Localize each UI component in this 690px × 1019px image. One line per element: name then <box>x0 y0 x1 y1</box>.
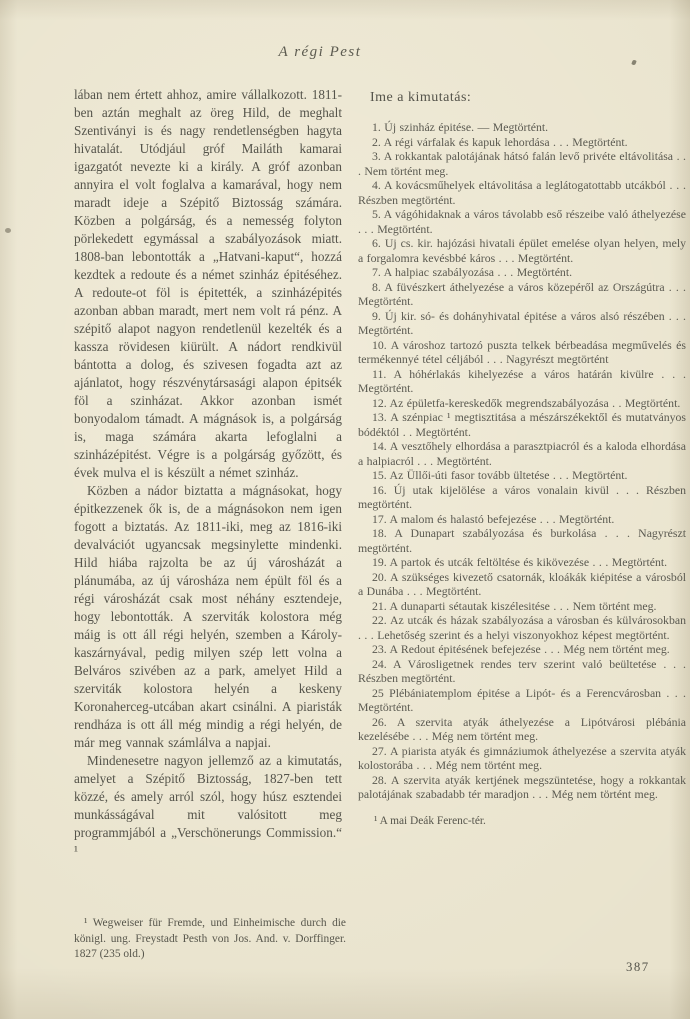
report-list-item: 2. A régi várfalak és kapuk lehordása . . . Megtörtént. <box>372 134 628 149</box>
ink-speck <box>5 228 11 233</box>
report-list-item: 25 Plébániatemplom épitése a Lipót- és a Ferencvárosban . . . Megtörtént. <box>358 685 686 714</box>
left-column <box>74 86 342 860</box>
report-list-item: 27. A piarista atyák és gimnáziumok áthelyezése a szervita atyák kolostorába . . . Még nem történt meg. <box>358 743 686 772</box>
body-paragraph: Közben a nádor biztatta a mágnásokat, hogy épitkezzenek ők is, de a mágnásokon nem igen fogott a biztatás. Az 1811-iki, meg az 1816-iki devalvációt ugyancsak megsinylette mindenki. Hild hiába rajzolta be az új városházát a plánumába, az új városháza nem épült föl és a régi városházát csak most néhány esztendeje, hogy lebontották. A szerviták kolostora még máig is ott áll régi helyén, szemben a Károly-kaszárnyával, pedig milyen szép lett volna a Belváros szivében az a park, amelyet Hild a szerviták kolostora helyén a keskeny Koronaherceg-utcában akart csinálni. A piaristák rendháza is ott áll még mindig a régi helyén, de már meg vannak számlálva a napjai. <box>74 483 342 750</box>
report-list-item: 8. A füvészkert áthelyezése a város közepéről az Országútra . . . Megtörtént. <box>358 279 686 308</box>
report-list-item: 10. A városhoz tartozó puszta telkek bérbeadása megművelés és termékennyé tétel céljából . . . Nagyrészt megtörtént <box>358 337 686 366</box>
report-list-item: 11. A hóhérlakás kihelyezése a város határán kivülre . . . Megtörtént. <box>358 366 686 395</box>
report-list-item: 3. A rokkantak palotájának hátsó falán levő privéte eltávolitása . . . Nem történt meg. <box>358 149 686 178</box>
report-list-item: 7. A halpiac szabályozása . . . Megtörtént. <box>372 265 573 279</box>
report-list-item: 15. Az Üllői-úti fasor tovább ültetése . . . Megtörtént. <box>372 468 628 482</box>
report-list-item: 16. Új utak kijelölése a város vonalain kivül . . . Részben megtörtént. <box>358 482 686 511</box>
report-list-item: 21. A dunaparti sétautak kiszélesitése . . . Nem történt meg. <box>372 598 657 613</box>
report-list <box>358 120 686 802</box>
report-list-item: 22. Az utcák és házak szabályozása a városban és külvárosokban . . . Lehetőség szerint és a helyi viszonyokhoz képest megtörtént. <box>358 613 686 642</box>
report-list-item: 17. A malom és halastó befejezése . . . Megtörtént. <box>372 511 615 526</box>
ink-speck <box>631 59 636 65</box>
report-list-item: 26. A szervita atyák áthelyezése a Lipótvárosi plébánia kezelésébe . . . Még nem történt meg. <box>358 714 686 743</box>
report-list-item: 12. Az épületfa-kereskedők megrendszabályozása . . Megtörtént. <box>372 395 681 410</box>
body-paragraph: Mindenesetre nagyon jellemző az a kimutatás, amelyet a Szépitő Biztosság, 1827-ben tett közzé, és amely arról szól, hogy húsz esztendei munkásságával mit valósitott meg programmjából a „Verschönerungs Commission.“ ¹ <box>74 753 342 858</box>
report-list-item: 13. A szénpiac ¹ megtisztitása a mészárszékektől és mutatványos bódéktól . . Megtörtént. <box>358 410 686 439</box>
report-list-item: 5. A vágóhidaknak a város távolabb eső részeibe való áthelyezése . . . Megtörtént. <box>358 207 686 236</box>
report-list-item: 1. Új szinház épitése. — Megtörtént. <box>372 120 549 134</box>
report-list-item: 24. A Városligetnek rendes terv szerint való beültetése . . . Részben megtörtént. <box>358 656 686 685</box>
running-header: A régi Pest <box>278 44 362 60</box>
body-paragraph: lában nem értett ahhoz, amire vállalkozott. 1811-ben aztán meghalt az öreg Hild, de meghalt Szentiványi is és nagy rendetlenségben hagyta hivatalát. Utódjául gróf Mailáth kamarai igazgatót nevezte ki a király. A gróf azonban annyira el volt foglalva a kamarával, hogy nem maradt ideje a Szépitő Biztosság számára. Közben a polgárság, és a nemesség folyton pörlekedett egymással a szabályozások miatt. 1808-ban lebontották a „Hatvani-kaput“, hozzá kezdtek a redoute és a német szinház épitéséhez. A redoute-ot föl is épitették, a szinházépités azonban abban maradt, mert nem volt rá pénz. A szépitő alapot nagyon rendetlenül kezelték és a kassza rövidesen kiürült. A nádort rendkivül bántotta a dolog, és szivesen fogadta azt az ajánlatot, hogy részvénytársasági alapon épitsék föl a szinházat. Akkor azonban ismét bonyodalom támadt. A mágnások is, a polgárság is, maga számára akarta lefoglalni a szinházépitést. Végre is a polgárság győzött, és évek mulva el is készült a német szinház. <box>74 87 342 480</box>
footnote-left: ¹ Wegweiser für Fremde, und Einheimische durch die königl. ung. Freystadt Pesth von Jos. And. v. Dorffinger. 1827 (235 old.) <box>74 917 346 960</box>
report-list-item: 14. A vesztőhely elhordása a parasztpiacról és a kaloda elhordása a halpiacról . . . Megtörtént. <box>358 439 686 468</box>
report-list-item: 9. Új kir. só- és dohányhivatal épitése a város alsó részében . . . Megtörtént. <box>358 308 686 337</box>
right-column <box>358 90 686 829</box>
report-list-item: 28. A szervita atyák kertjének megszüntetése, hogy a rokkantak palotájának szabadabb tér maradjon . . . Még nem történt meg. <box>358 772 686 801</box>
page-number: 387 <box>626 960 650 974</box>
report-list-item: 18. A Dunapart szabályozása és burkolása . . . Nagyrészt megtörtént. <box>358 526 686 555</box>
report-list-item: 20. A szükséges kivezető csatornák, kloákák kiépitése a városból a Dunába . . . Megtörtént. <box>358 569 686 598</box>
report-list-item: 6. Uj cs. kir. hajózási hivatali épület emelése olyan helyen, mely a forgalomra kevésbbé káros . . . Megtörtént. <box>358 236 686 265</box>
report-list-item: 23. A Redout épitésének befejezése . . . Még nem történt meg. <box>372 642 670 656</box>
list-heading: Ime a kimutatás: <box>370 90 472 105</box>
footnote-right: ¹ A mai Deák Ferenc-tér. <box>374 814 486 827</box>
report-list-item: 19. A partok és utcák feltöltése és kikövezése . . . Megtörtént. <box>372 555 668 569</box>
report-list-item: 4. A kovácsműhelyek eltávolitása a leglátogatottabb utcákból . . . Részben megtörtént. <box>358 178 686 207</box>
